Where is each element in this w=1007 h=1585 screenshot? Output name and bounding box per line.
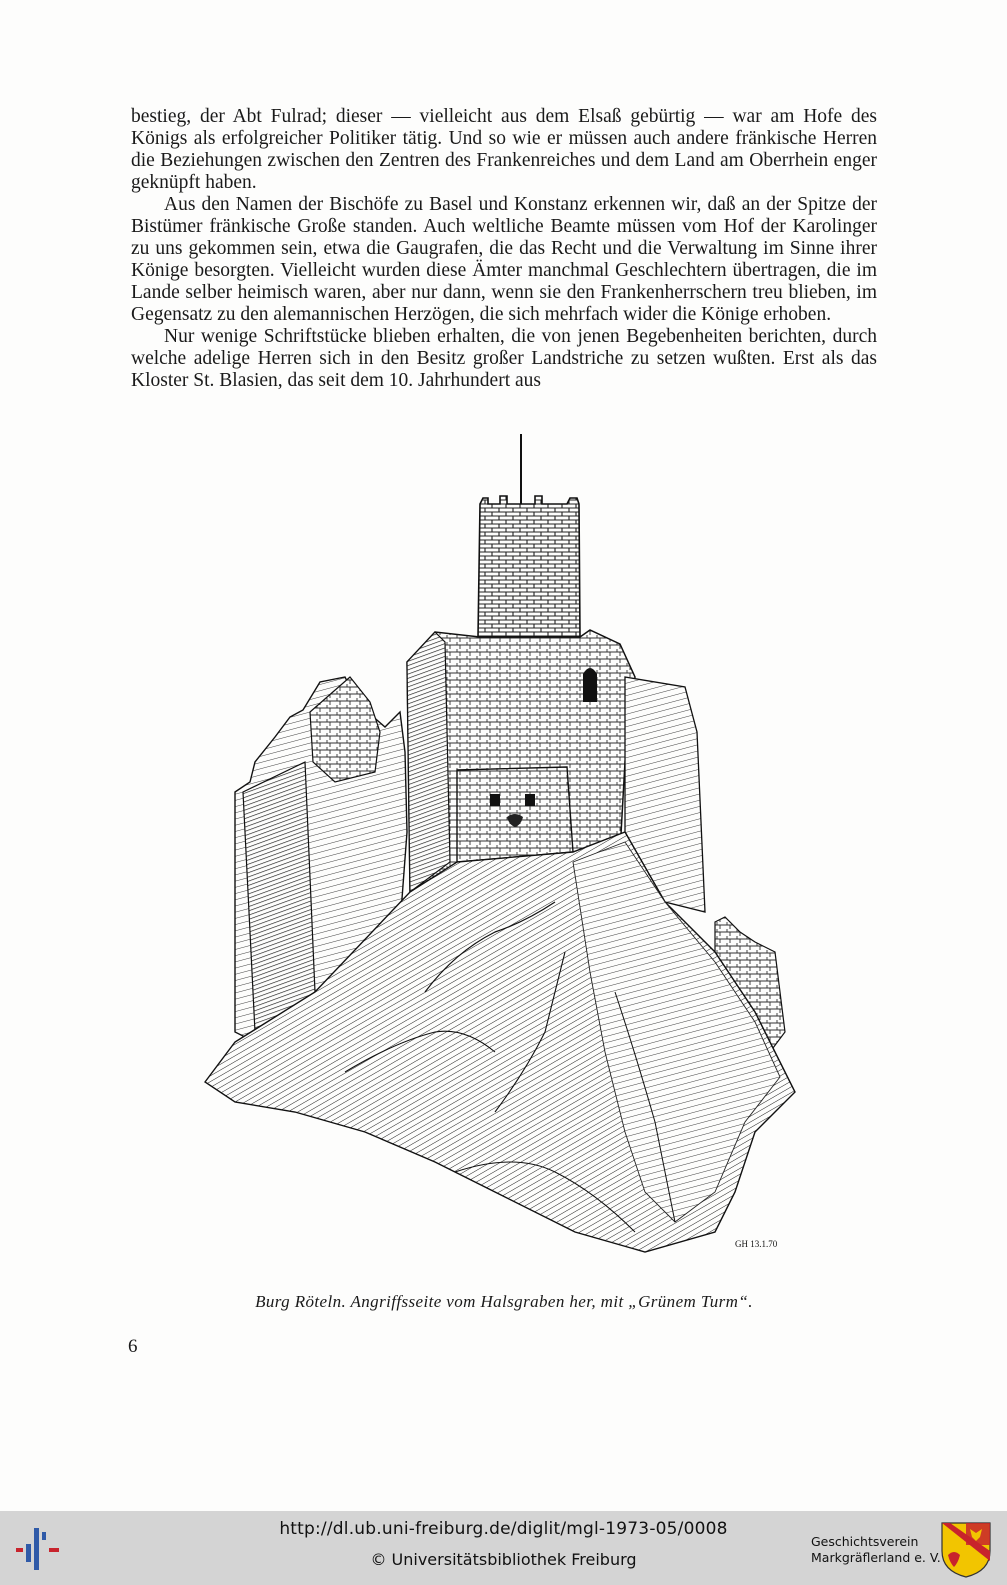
paragraph-2: Aus den Namen der Bischöfe zu Basel und Konstanz erkennen wir, daß an der Spitze der Bistümer fränkische Große standen. Auch weltliche Beamte müssen vom Hof der Karolinger zu uns gekommen sein, etwa die Gaugrafen, die das Recht und die Verwaltung im Sinne ihrer Könige besorgten. Vielleicht wurden diese Ämter manchmal Geschlechtern übertragen, die im Lande selber heimisch waren, aber nur dann, wenn sie den Frankenherrschern treu blieben, im Gegensatz zu den alemannischen Herzögen, die sich mehrfach wider die Könige erhoben.	[131, 194, 877, 325]
body-text	[131, 106, 877, 392]
paragraph-3: Nur wenige Schriftstücke blieben erhalten, die von jenen Begebenheiten berichten, durch welche adelige Herren sich in den Besitz großer Landstriche zu setzen wußten. Erst als das Kloster St. Blasien, das seit dem 10. Jahrhundert aus	[131, 326, 877, 391]
society-line-2: Markgräflerland e. V.	[811, 1550, 941, 1565]
footer-copyright: © Universitätsbibliothek Freiburg	[370, 1550, 637, 1569]
society-name	[811, 1534, 941, 1566]
figure-caption: Burg Röteln. Angriffsseite vom Halsgraben her, mit „Grünem Turm“.	[255, 1292, 753, 1311]
paragraph-1: bestieg, der Abt Fulrad; dieser — vielleicht aus dem Elsaß gebürtig — war am Hofe des Königs als erfolgreicher Politiker tätig. Und so wie er müssen auch andere fränkische Herren die Beziehungen zwischen den Zentren des Frankenreiches und dem Land am Oberrhein enger geknüpft haben.	[131, 106, 877, 193]
castle-illustration	[195, 432, 815, 1262]
footer-url-link[interactable]: http://dl.ub.uni-freiburg.de/diglit/mgl-1973-05/0008	[279, 1519, 728, 1539]
page-number: 6	[128, 1336, 138, 1357]
footer-bar	[0, 1511, 1007, 1585]
artist-signature: GH 13.1.70	[735, 1239, 778, 1249]
coat-of-arms-icon[interactable]	[940, 1521, 992, 1579]
society-line-1: Geschichtsverein	[811, 1534, 919, 1549]
